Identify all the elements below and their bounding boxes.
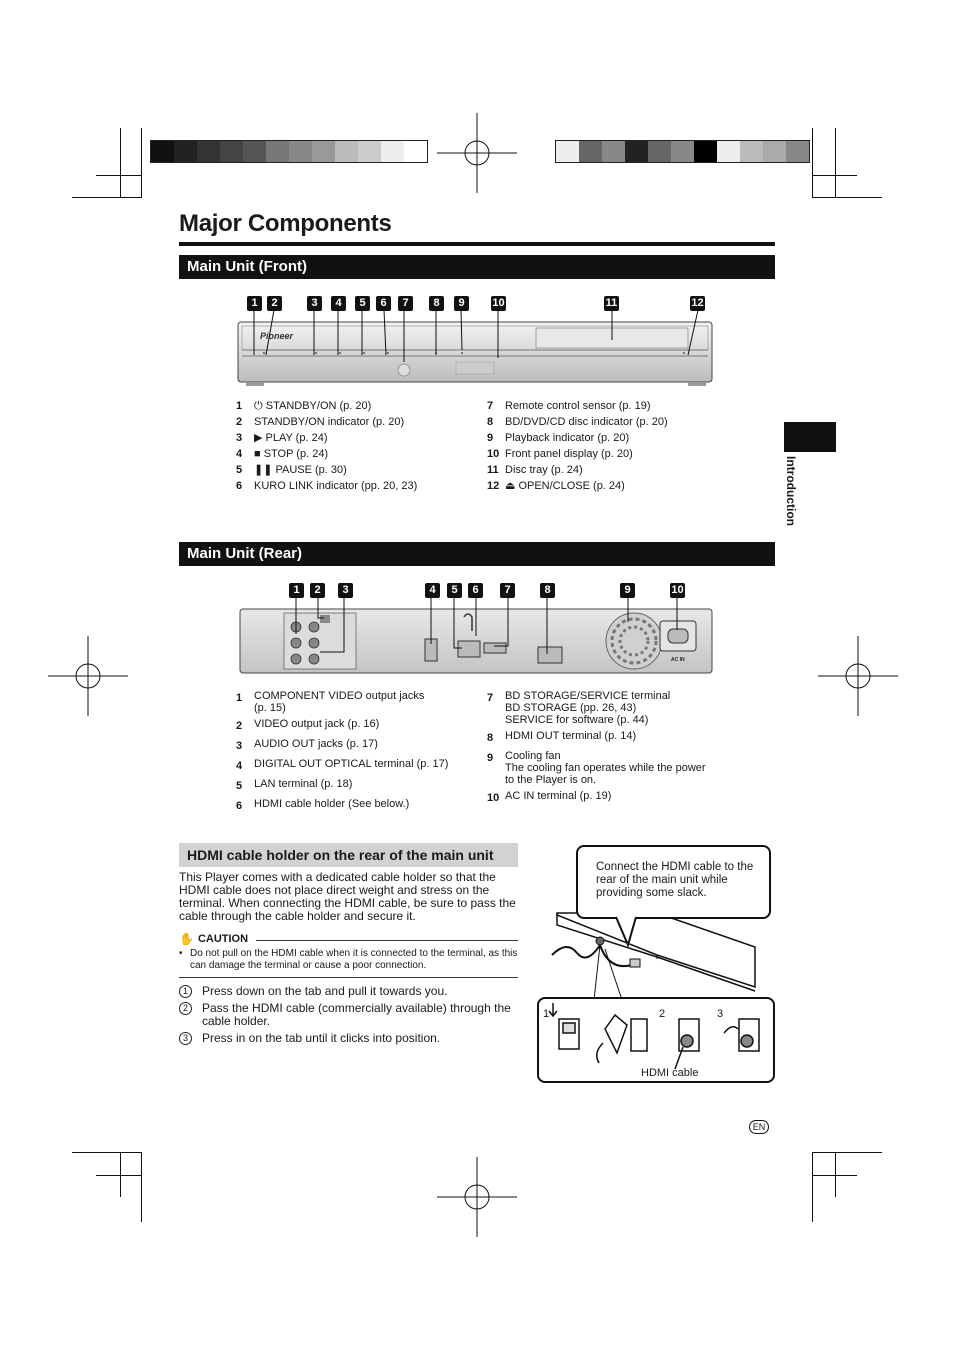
illus-step-1: 1 — [543, 1008, 550, 1020]
color-swatch — [381, 141, 404, 162]
legend-item — [236, 738, 448, 754]
registration-mark-right — [818, 636, 898, 716]
legend-text: ⏏ OPEN/CLOSE (p. 24) — [505, 480, 625, 492]
front-callout-10: 10 — [492, 297, 505, 309]
legend-number: 5 — [236, 780, 243, 792]
legend-number: 7 — [487, 692, 494, 704]
rear-heading: Main Unit (Rear) — [179, 542, 775, 566]
caution-text: Do not pull on the HDMI cable when it is connected to the terminal, as this can damage the terminal or cause a poor connection. — [190, 948, 518, 971]
legend-item — [487, 398, 668, 414]
legend-number: 9 — [487, 752, 494, 764]
legend-item — [487, 690, 706, 726]
legend-item — [487, 478, 668, 494]
caution-title — [179, 932, 248, 946]
rear-callout-2: 2 — [310, 583, 325, 598]
legend-number: 2 — [236, 720, 243, 732]
step-text: Press down on the tab and pull it towards you. — [202, 984, 448, 998]
color-swatch — [694, 141, 717, 162]
front-callout-1: 1 — [247, 296, 262, 311]
legend-number: 3 — [236, 740, 243, 752]
step-text: Press in on the tab until it clicks into position. — [202, 1031, 441, 1045]
front-leader-lines — [236, 300, 716, 370]
legend-number: 1 — [236, 400, 243, 412]
color-swatch — [174, 141, 197, 162]
page-title: Major Components — [179, 210, 392, 237]
legend-text: AUDIO OUT jacks (p. 17) — [254, 738, 378, 750]
color-swatch — [579, 141, 602, 162]
legend-text: HDMI cable holder (See below.) — [254, 798, 410, 810]
color-bar-right — [555, 140, 810, 163]
color-bar-left — [150, 140, 428, 163]
rear-callout-3: 3 — [338, 583, 353, 598]
color-swatch — [717, 141, 740, 162]
legend-item — [236, 414, 417, 430]
color-swatch — [602, 141, 625, 162]
color-swatch — [358, 141, 381, 162]
side-tab — [784, 422, 836, 452]
legend-number: 6 — [236, 480, 243, 492]
legend-number: 4 — [236, 448, 243, 460]
front-callout-8: 8 — [429, 296, 444, 311]
legend-item — [487, 430, 668, 446]
color-swatch — [763, 141, 786, 162]
rear-callout-1: 1 — [289, 583, 304, 598]
front-callout-5: 5 — [355, 296, 370, 311]
legend-item — [487, 414, 668, 430]
legend-item — [236, 398, 417, 414]
legend-text: KURO LINK indicator (pp. 20, 23) — [254, 480, 418, 492]
legend-item — [236, 718, 448, 734]
color-swatch — [243, 141, 266, 162]
hdmi-step — [179, 985, 519, 998]
caution-rule-bottom — [179, 977, 518, 978]
ac-in-label: AC IN — [671, 657, 685, 663]
step-number: 2 — [179, 1002, 192, 1015]
language-badge: EN — [749, 1120, 769, 1134]
illus-step-2: 2 — [659, 1008, 666, 1020]
color-swatch — [556, 141, 579, 162]
front-callout-4: 4 — [331, 296, 346, 311]
legend-number: 4 — [236, 760, 243, 772]
legend-text: HDMI OUT terminal (p. 14) — [505, 730, 637, 742]
color-swatch — [335, 141, 358, 162]
color-swatch — [151, 141, 174, 162]
legend-item — [236, 690, 448, 714]
legend-text: Front panel display (p. 20) — [505, 448, 633, 460]
legend-number: 12 — [487, 480, 500, 492]
color-swatch — [404, 141, 427, 162]
front-callout-12: 12 — [691, 297, 704, 309]
hdmi-step — [179, 1002, 519, 1028]
legend-text: DIGITAL OUT OPTICAL terminal (p. 17) — [254, 758, 449, 770]
rear-callout-7: 7 — [500, 583, 515, 598]
legend-number: 9 — [487, 432, 494, 444]
color-swatch — [289, 141, 312, 162]
legend-item — [487, 790, 706, 806]
step-number: 1 — [179, 985, 192, 998]
hdmi-step — [179, 1032, 519, 1045]
legend-item — [236, 758, 448, 774]
legend-number: 8 — [487, 732, 494, 744]
legend-text: Playback indicator (p. 20) — [505, 432, 630, 444]
front-callout-9: 9 — [454, 296, 469, 311]
caution-bullet: • — [179, 948, 183, 959]
legend-text: VIDEO output jack (p. 16) — [254, 718, 380, 730]
legend-item — [236, 798, 448, 814]
legend-text: BD/DVD/CD disc indicator (p. 20) — [505, 416, 668, 428]
hdmi-cable-label: HDMI cable — [641, 1067, 699, 1079]
caution-body — [179, 948, 518, 972]
legend-text: ▶ PLAY (p. 24) — [254, 432, 328, 444]
rear-callout-8: 8 — [540, 583, 555, 598]
color-swatch — [197, 141, 220, 162]
rear-callout-9: 9 — [620, 583, 635, 598]
registration-mark-bottom — [437, 1157, 517, 1237]
legend-number: 2 — [236, 416, 243, 428]
legend-item — [487, 730, 706, 746]
front-callout-11: 11 — [605, 297, 618, 309]
legend-number: 3 — [236, 432, 243, 444]
front-callout-6: 6 — [376, 296, 391, 311]
caution-hand-icon: ✋ — [179, 932, 194, 946]
hdmi-tip-bubble: Connect the HDMI cable to the rear of the main unit while providing some slack. — [576, 845, 771, 919]
legend-item — [236, 462, 417, 478]
front-heading: Main Unit (Front) — [179, 255, 775, 279]
color-swatch — [312, 141, 335, 162]
legend-text: STANDBY/ON indicator (p. 20) — [254, 416, 405, 428]
legend-item — [236, 430, 417, 446]
legend-number: 10 — [487, 792, 500, 804]
legend-item — [236, 478, 417, 494]
bubble-pointer — [610, 915, 650, 955]
legend-number: 11 — [487, 464, 499, 476]
step-number: 3 — [179, 1032, 192, 1045]
legend-number: 7 — [487, 400, 494, 412]
color-swatch — [648, 141, 671, 162]
legend-number: 10 — [487, 448, 500, 460]
legend-number: 1 — [236, 692, 243, 704]
hdmi-steps — [179, 985, 519, 1049]
legend-number: 8 — [487, 416, 494, 428]
side-label: Introduction — [784, 456, 798, 526]
legend-number: 6 — [236, 800, 243, 812]
rear-callout-6: 6 — [468, 583, 483, 598]
rear-callout-4: 4 — [425, 583, 440, 598]
front-legend-left — [236, 398, 417, 494]
legend-item — [487, 750, 706, 786]
legend-text: BD STORAGE/SERVICE terminal BD STORAGE (pp. 26, 43) SERVICE for software (p. 44) — [505, 690, 671, 726]
caution-rule-top — [256, 940, 518, 941]
rear-callout-10: 10 — [671, 584, 684, 596]
rear-legend-left — [236, 690, 448, 818]
legend-text: Cooling fan The cooling fan operates while the power to the Player is on. — [505, 750, 706, 786]
legend-text: ❚❚ PAUSE (p. 30) — [254, 464, 347, 476]
front-callout-3: 3 — [307, 296, 322, 311]
legend-item — [236, 446, 417, 462]
registration-mark-top — [437, 113, 517, 193]
legend-text: Remote control sensor (p. 19) — [505, 400, 651, 412]
legend-text: Disc tray (p. 24) — [505, 464, 583, 476]
registration-mark-left — [48, 636, 128, 716]
legend-item — [236, 778, 448, 794]
color-swatch — [220, 141, 243, 162]
legend-text: AC IN terminal (p. 19) — [505, 790, 612, 802]
hdmi-steps-illustration — [537, 997, 775, 1083]
legend-item — [487, 446, 668, 462]
step-text: Pass the HDMI cable (commercially available) through the cable holder. — [202, 1001, 511, 1028]
front-legend-right — [487, 398, 668, 494]
legend-text: ■ STOP (p. 24) — [254, 448, 329, 460]
front-brand-logo: Pioneer — [260, 331, 294, 341]
hdmi-holder-intro: This Player comes with a dedicated cable holder so that the HDMI cable does not place direct weight and stress on the terminal. When connecting the HDMI cable, be sure to pass the cable through the cable holder and secure it. — [179, 870, 516, 923]
rear-leader-lines — [236, 588, 716, 658]
rear-legend-right — [487, 690, 706, 810]
color-swatch — [266, 141, 289, 162]
legend-text: ⏻ STANDBY/ON (p. 20) — [254, 400, 372, 412]
color-swatch — [786, 141, 809, 162]
title-rule — [179, 242, 775, 246]
legend-item — [487, 462, 668, 478]
front-callout-2: 2 — [267, 296, 282, 311]
caution-label: CAUTION — [197, 933, 249, 945]
legend-text: LAN terminal (p. 18) — [254, 778, 353, 790]
color-swatch — [671, 141, 694, 162]
illus-step-3: 3 — [717, 1008, 724, 1020]
hdmi-holder-heading: HDMI cable holder on the rear of the main unit — [179, 843, 518, 867]
color-swatch — [625, 141, 648, 162]
legend-text: COMPONENT VIDEO output jacks (p. 15) — [254, 690, 425, 714]
front-callout-7: 7 — [398, 296, 413, 311]
color-swatch — [740, 141, 763, 162]
rear-callout-5: 5 — [447, 583, 462, 598]
legend-number: 5 — [236, 464, 243, 476]
